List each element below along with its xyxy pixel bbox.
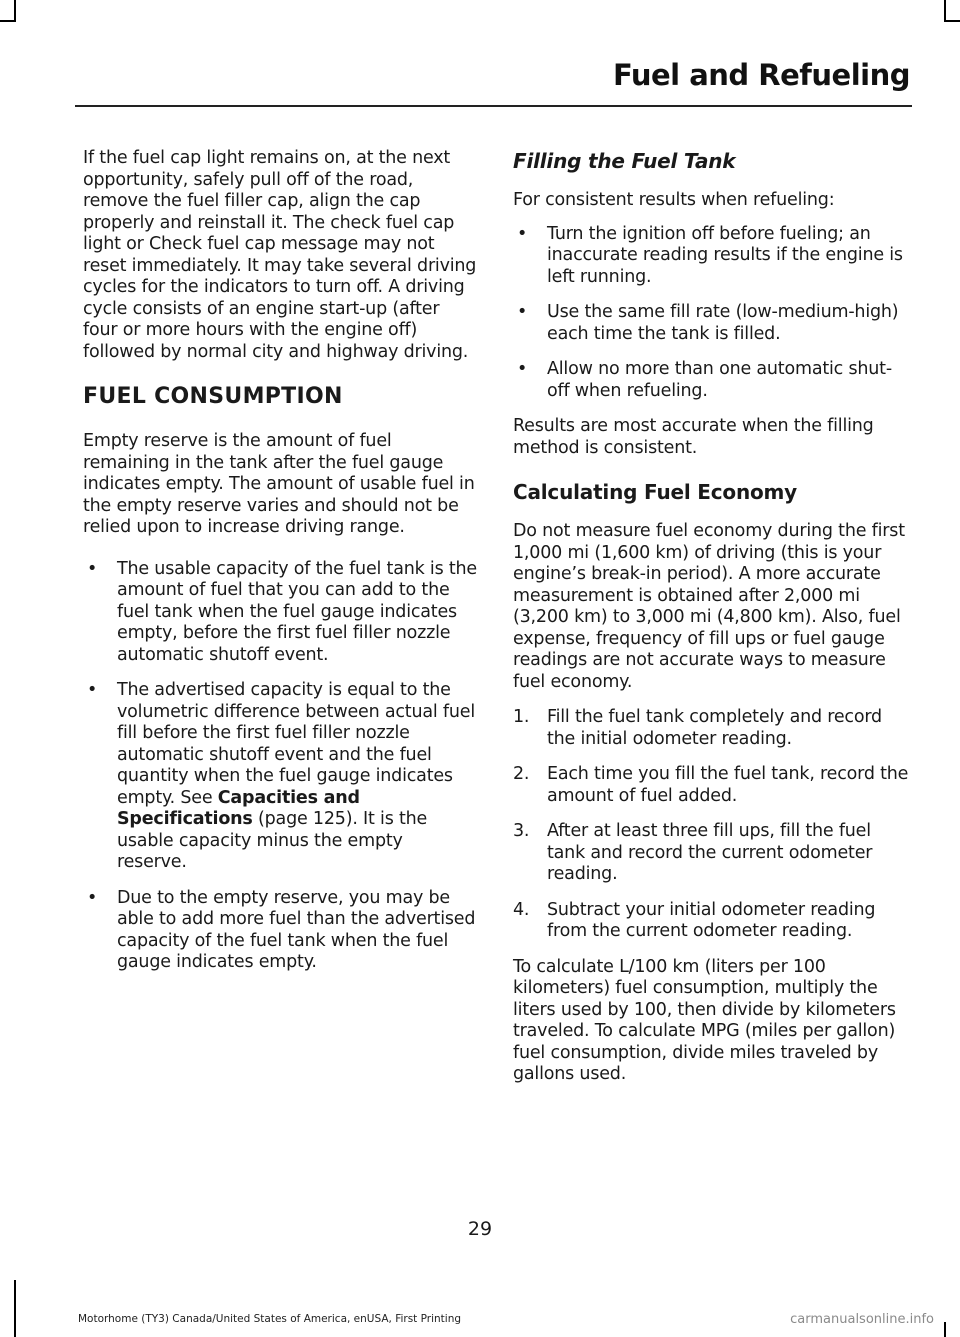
bullet-symbol: • (517, 302, 528, 322)
list-item (83, 680, 477, 874)
calculation-steps-list (513, 707, 909, 943)
step-number: 4. (513, 899, 530, 920)
step-text: After at least three fill ups, fill the fuel tank and record the current odometer reading. (547, 821, 873, 884)
step-number: 1. (513, 707, 530, 727)
list-item (513, 900, 909, 943)
filling-bullet-list (513, 224, 909, 403)
step-number: 2. (513, 764, 530, 784)
list-item (513, 359, 909, 402)
bullet-symbol: • (87, 680, 98, 700)
bullet-symbol: • (517, 359, 528, 379)
shutoff-text: Allow no more than one automatic shut-off when refueling. (547, 359, 892, 401)
ignition-off-text: Turn the ignition off before fueling; an inaccurate reading results if the engine is left running. (547, 223, 903, 287)
watermark: carmanualsonline.info (790, 1312, 934, 1327)
fuel-consumption-heading: FUEL CONSUMPTION (83, 384, 343, 409)
bullet-symbol: • (517, 223, 528, 244)
step-text: Fill the fuel tank completely and record the initial odometer reading. (547, 707, 882, 749)
fuel-cap-light-paragraph: If the fuel cap light remains on, at the next opportunity, safely pull off of the road, remove the fuel filler cap, align the cap properly and reinstall it. The check fuel cap light or Check fuel cap message may not reset immediately. It may take several driving cycles for the indicators to turn off. A driving cycle consists of an engine start-up (after four or more hours with the engine off) followed by normal city and highway driving. (83, 148, 477, 362)
list-item (513, 302, 909, 345)
filling-outro: Results are most accurate when the filling method is consistent. (513, 416, 874, 458)
crop-mark-top-right-vertical (944, 0, 946, 22)
list-item (513, 224, 909, 289)
capacity-bullet-list (83, 559, 477, 974)
header-divider (75, 105, 912, 107)
usable-capacity-text: The usable capacity of the fuel tank is the amount of fuel that you can add to the fuel tank when the fuel gauge indicates empty, before the first fuel filler nozzle automatic shutoff event. (117, 558, 477, 665)
list-item (83, 559, 477, 667)
break-in-paragraph: Do not measure fuel economy during the first 1,000 mi (1,600 km) of driving (this is your engine’s break-in period). A more accurate measurement is obtained after 2,000 mi (3,200 km) to 3,000 mi (4,800 km). Also, fuel expense, frequency of fill ups or fuel gauge readings are not accurate ways to measure fuel economy. (513, 521, 905, 692)
list-item (513, 707, 909, 750)
step-number: 3. (513, 821, 530, 841)
list-item (83, 888, 477, 974)
fill-rate-text: Use the same fill rate (low-medium-high) each time the tank is filled. (547, 302, 899, 344)
crop-mark-top-right-horizontal (944, 20, 960, 22)
chapter-title: Fuel and Refueling (612, 58, 910, 92)
right-column (513, 148, 909, 1106)
advertised-capacity-text: The advertised capacity is equal to the volumetric difference between actual fuel fill before the first fuel filler nozzle automatic shutoff event and the fuel quantity when the fuel gauge indicates empty. See (117, 680, 475, 808)
filling-fuel-tank-heading: Filling the Fuel Tank (513, 149, 736, 173)
bullet-symbol: • (87, 887, 98, 908)
step-text: Each time you fill the fuel tank, record the amount of fuel added. (547, 764, 909, 806)
list-item (513, 821, 909, 886)
list-item (513, 764, 909, 807)
bullet-symbol: • (87, 558, 98, 579)
crop-mark-top-left-horizontal (0, 20, 16, 22)
left-column (83, 148, 477, 992)
empty-reserve-note: Due to the empty reserve, you may be able to add more fuel than the advertised capacity of the fuel tank when the fuel gauge indicates empty. (117, 887, 476, 972)
crop-mark-top-left-vertical (14, 0, 16, 22)
calculating-fuel-economy-heading: Calculating Fuel Economy (513, 480, 798, 504)
advertised-capacity-text-end: (page 125). It is the usable capacity minus the empty reserve. (117, 809, 428, 872)
edition-footer: Motorhome (TY3) Canada/United States of America, enUSA, First Printing (78, 1313, 462, 1325)
page-number: 29 (467, 1218, 493, 1240)
step-text: Subtract your initial odometer reading from the current odometer reading. (547, 899, 876, 941)
crop-mark-bottom-left-vertical (14, 1280, 16, 1337)
capacities-link[interactable]: Capacities and Specifications (117, 787, 360, 829)
filling-intro: For consistent results when refueling: (513, 190, 835, 210)
calculation-method-paragraph: To calculate L/100 km (liters per 100 kilometers) fuel consumption, multiply the liters used by 100, then divide by kilometers traveled. To calculate MPG (miles per gallon) fuel consumption, divide miles traveled by gallons used. (513, 956, 896, 1084)
crop-mark-bottom-right-vertical (944, 1322, 946, 1337)
empty-reserve-paragraph: Empty reserve is the amount of fuel remaining in the tank after the fuel gauge indicates empty. The amount of usable fuel in the empty reserve varies and should not be relied upon to increase driving range. (83, 431, 475, 537)
